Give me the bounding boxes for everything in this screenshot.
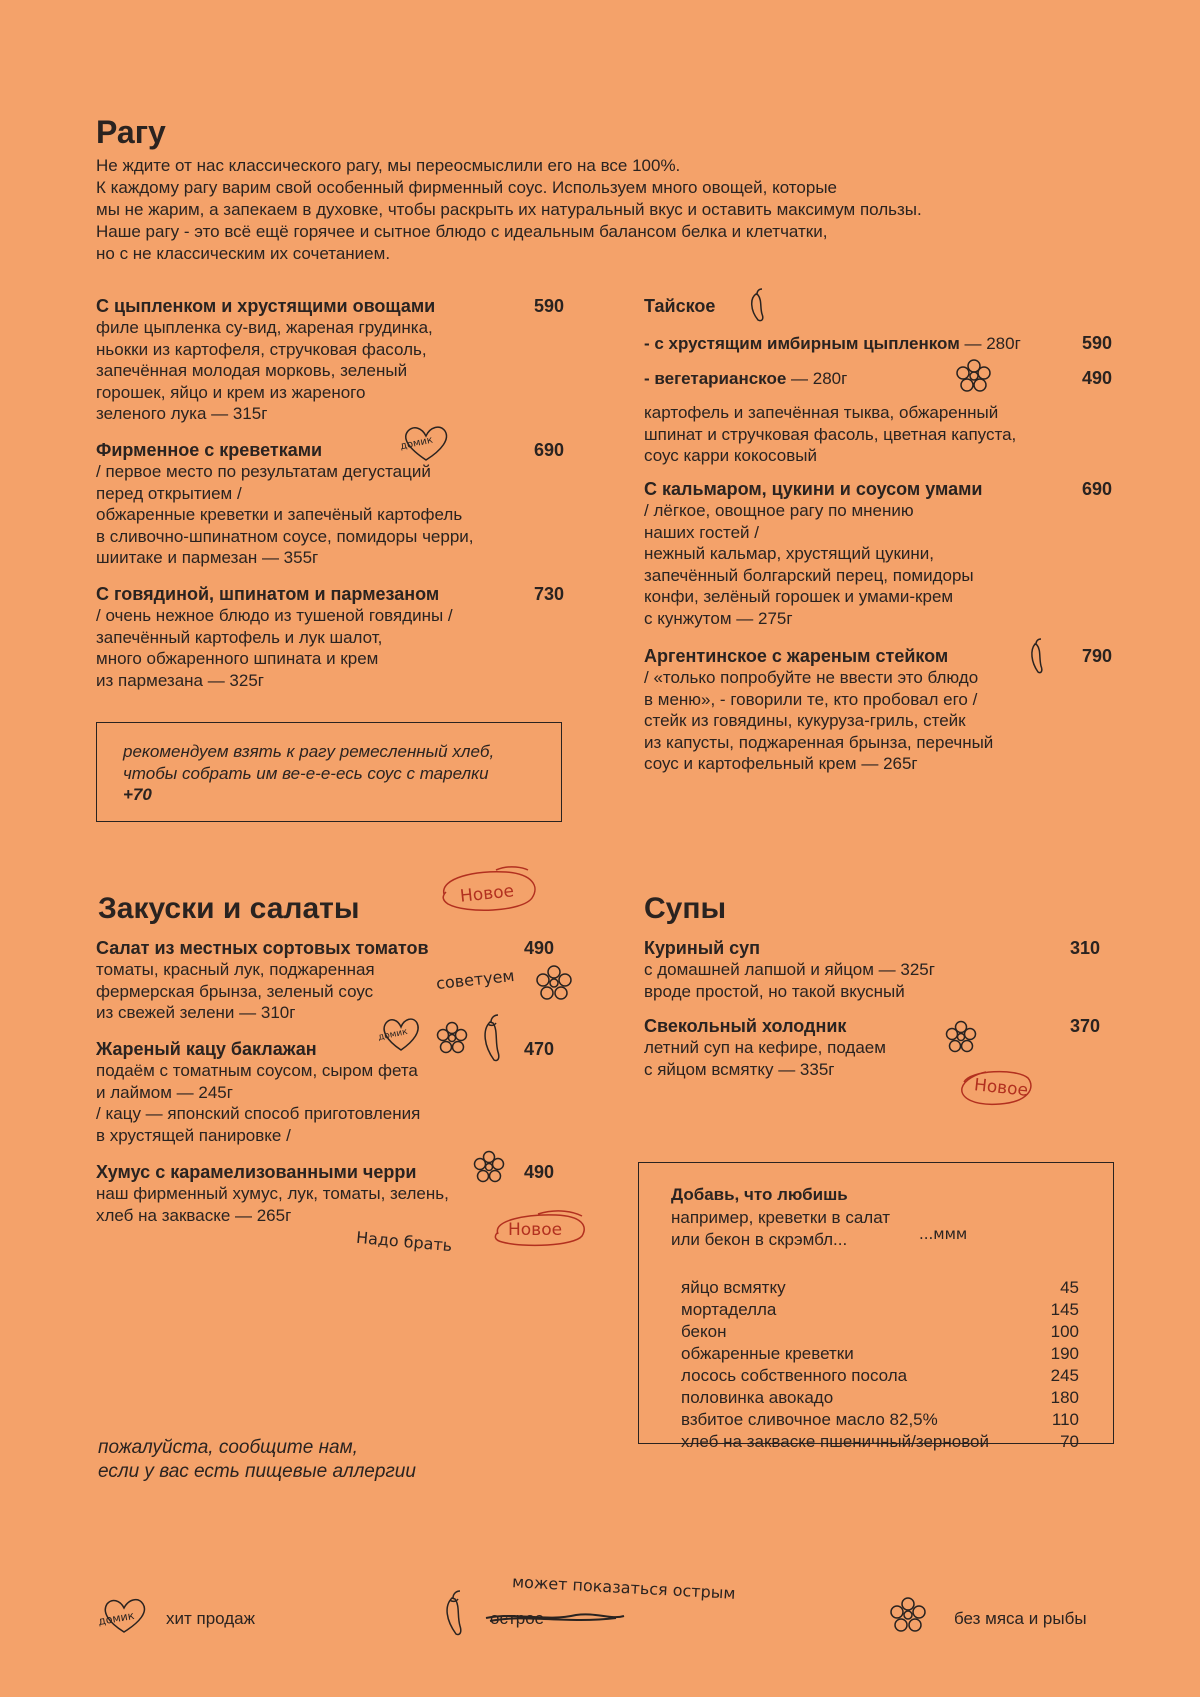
- domik-label: домик: [377, 1027, 409, 1043]
- dish-price: 490: [523, 938, 554, 958]
- dish-name: Хумус с карамелизованными черри: [96, 1162, 417, 1182]
- domik-label: домик: [97, 1608, 136, 1629]
- recommend-label: советуем: [435, 965, 516, 994]
- variant-weight: — 280г: [959, 334, 1021, 353]
- legend-spicy-note: может показаться острым: [511, 1572, 736, 1603]
- addon-item: [681, 1365, 1079, 1387]
- thai-desc: картофель и запечённая тыква, обжаренный шпинат и стручковая фасоль, цветная капуста, соус карри кокосовый: [644, 403, 1017, 465]
- legend-spicy: острое: [490, 1609, 545, 1628]
- addons-box: [638, 1162, 1114, 1451]
- dish-thai-ragu: [644, 296, 1112, 317]
- variant-weight: — 280г: [786, 369, 848, 388]
- dish-price: 790: [1081, 646, 1112, 666]
- flower-veg-icon: [534, 964, 574, 1002]
- addon-name: лосось собственного посола: [681, 1366, 908, 1385]
- section-title-soups: Супы: [644, 892, 727, 925]
- dish-desc: летний суп на кефире, подаем с яйцом всмятку — 335г: [644, 1038, 886, 1079]
- dish-name: Тайское: [644, 296, 716, 316]
- dish-price: 310: [1069, 938, 1100, 958]
- thai-variant-chicken: [644, 333, 1112, 354]
- section-title-snacks: Закуски и салаты: [98, 892, 360, 925]
- addon-item: [681, 1431, 1079, 1453]
- addon-price: 45: [1060, 1278, 1079, 1297]
- dish-desc: филе цыпленка су-вид, жареная грудинка, ньокки из картофеля, стручковая фасоль, запечённая молодая морковь, зеленый горошек, яйцо и крем из жареного зеленого лука — 315г: [96, 318, 433, 423]
- flower-veg-icon: [472, 1150, 506, 1184]
- legend-hit: хит продаж: [166, 1609, 255, 1628]
- strikethrough-scribble: [486, 1610, 626, 1624]
- variant-name: - с хрустящим имбирным цыпленком: [644, 334, 960, 353]
- dish-chicken-soup: [644, 938, 1100, 1002]
- flower-veg-icon: [434, 1020, 470, 1056]
- addons-list: [681, 1277, 1079, 1453]
- addon-price: 180: [1050, 1388, 1079, 1407]
- addon-item: [681, 1387, 1079, 1409]
- dish-price: 690: [1081, 479, 1112, 499]
- dish-name: Куриный суп: [644, 938, 761, 958]
- dish-name: Жареный кацу баклажан: [96, 1039, 317, 1059]
- legend-veg: без мяса и рыбы: [954, 1609, 1087, 1628]
- dish-desc: / первое место по результатам дегустаций перед открытием / обжаренные креветки и запечёный картофель в сливочно-шпинатном соусе, помидоры черри, шиитаке и пармезан — 355г: [96, 462, 474, 567]
- dish-price: 690: [533, 440, 564, 460]
- dish-price: 470: [523, 1039, 554, 1059]
- addon-item: [681, 1409, 1079, 1431]
- dish-shrimp-ragu: [96, 440, 564, 569]
- section-title-ragu: Рагу: [96, 114, 166, 150]
- addon-price: 100: [1050, 1322, 1079, 1341]
- mmm-note: ...ммм: [919, 1225, 968, 1243]
- flower-veg-icon: [888, 1596, 928, 1634]
- addon-price: 245: [1050, 1366, 1079, 1385]
- dish-name: Салат из местных сортовых томатов: [96, 938, 429, 958]
- bread-note-box: [96, 722, 562, 822]
- dish-desc: / очень нежное блюдо из тушеной говядины / запечённый картофель и лук шалот, много обжаренного шпината и крем из пармезана — 325г: [96, 606, 453, 690]
- addon-name: взбитое сливочное масло 82,5%: [681, 1410, 938, 1429]
- variant-price: 490: [1081, 368, 1112, 388]
- addon-item: [681, 1321, 1079, 1343]
- bread-price: +70: [123, 785, 152, 804]
- thai-variant-veg: [644, 368, 1112, 389]
- dish-price: 490: [523, 1162, 554, 1182]
- must-try-label: Надо брать: [355, 1227, 454, 1256]
- dish-name: Аргентинское с жареным стейком: [644, 646, 949, 666]
- dish-name: С говядиной, шпинатом и пармезаном: [96, 584, 440, 604]
- dish-desc: / лёгкое, овощное рагу по мнению наших гостей / нежный кальмар, хрустящий цукини, запечённый болгарский перец, помидоры конфи, зелёный горошек и умами-крем с кунжутом — 275г: [644, 501, 974, 628]
- new-badge-label: Новое: [973, 1075, 1029, 1101]
- dish-name: С кальмаром, цукини и соусом умами: [644, 479, 983, 499]
- flower-veg-icon: [954, 358, 994, 394]
- addons-title: Добавь, что любишь: [671, 1185, 848, 1204]
- dish-name: С цыпленком и хрустящими овощами: [96, 296, 436, 316]
- dish-price: 730: [533, 584, 564, 604]
- addon-item: [681, 1277, 1079, 1299]
- variant-price: 590: [1081, 333, 1112, 353]
- dish-beef-ragu: [96, 584, 564, 691]
- dish-price: 370: [1069, 1016, 1100, 1036]
- addon-price: 190: [1050, 1344, 1079, 1363]
- addon-name: хлеб на закваске пшеничный/зерновой: [681, 1432, 990, 1451]
- new-badge-label: Новое: [459, 881, 515, 907]
- addon-item: [681, 1343, 1079, 1365]
- ragu-intro: Не ждите от нас классического рагу, мы переосмыслили его на все 100%. К каждому рагу варим свой особенный фирменный соус. Используем много овощей, которые мы не жарим, а запекаем в духовке, чтобы раскрыть их натуральный вкус и оставить максимум пользы. Наше рагу - это всё ещё горячее и сытное блюдо с идеальным балансом белка и клетчатки, но с не классическим их сочетанием.: [96, 156, 922, 263]
- addon-price: 110: [1051, 1410, 1079, 1429]
- variant-name: - вегетарианское: [644, 369, 787, 388]
- dish-desc: наш фирменный хумус, лук, томаты, зелень, хлеб на закваске — 265г: [96, 1184, 449, 1225]
- flower-veg-icon: [944, 1020, 978, 1054]
- domik-label: домик: [399, 434, 434, 453]
- dish-name: Фирменное с креветками: [96, 440, 323, 460]
- new-badge-label: Новое: [508, 1220, 563, 1240]
- addon-price: 70: [1060, 1432, 1079, 1451]
- dish-chicken-ragu: [96, 296, 564, 425]
- chili-pepper-icon: [440, 1588, 472, 1638]
- addon-item: [681, 1299, 1079, 1321]
- addon-name: бекон: [681, 1322, 727, 1341]
- addons-subtitle: например, креветки в салат или бекон в скрэмбл...: [671, 1208, 891, 1249]
- dish-desc: подаём с томатным соусом, сыром фета и лаймом — 245г / кацу — японский способ приготовления в хрустящей панировке /: [96, 1061, 421, 1145]
- dish-name: Свекольный холодник: [644, 1016, 847, 1036]
- dish-desc: томаты, красный лук, поджаренная фермерская брынза, зеленый соус из свежей зелени — 310г: [96, 960, 375, 1022]
- dish-squid-ragu: [644, 479, 1112, 629]
- addon-name: мортаделла: [681, 1300, 777, 1319]
- dish-desc: с домашней лапшой и яйцом — 325г вроде простой, но такой вкусный: [644, 960, 935, 1001]
- bread-note: рекомендуем взять к рагу ремесленный хлеб, чтобы собрать им ве-е-е-есь соус с тарелки: [123, 742, 495, 783]
- chili-pepper-icon: [478, 1012, 506, 1064]
- addon-name: половинка авокадо: [681, 1388, 834, 1407]
- dish-price: 590: [533, 296, 564, 316]
- chili-pepper-icon: [744, 288, 772, 324]
- addon-price: 145: [1050, 1300, 1079, 1319]
- allergy-note: пожалуйста, сообщите нам, если у вас есть пищевые аллергии: [98, 1437, 416, 1482]
- addon-name: обжаренные креветки: [681, 1344, 854, 1363]
- addon-name: яйцо всмятку: [681, 1278, 786, 1297]
- chili-pepper-icon: [1026, 638, 1048, 676]
- dish-desc: / «только попробуйте не ввести это блюдо в меню», - говорили те, кто пробовал его / стейк из говядины, кукуруза-гриль, стейк из капусты, поджаренная брынза, перечный соус и картофельный крем — 265г: [644, 668, 994, 773]
